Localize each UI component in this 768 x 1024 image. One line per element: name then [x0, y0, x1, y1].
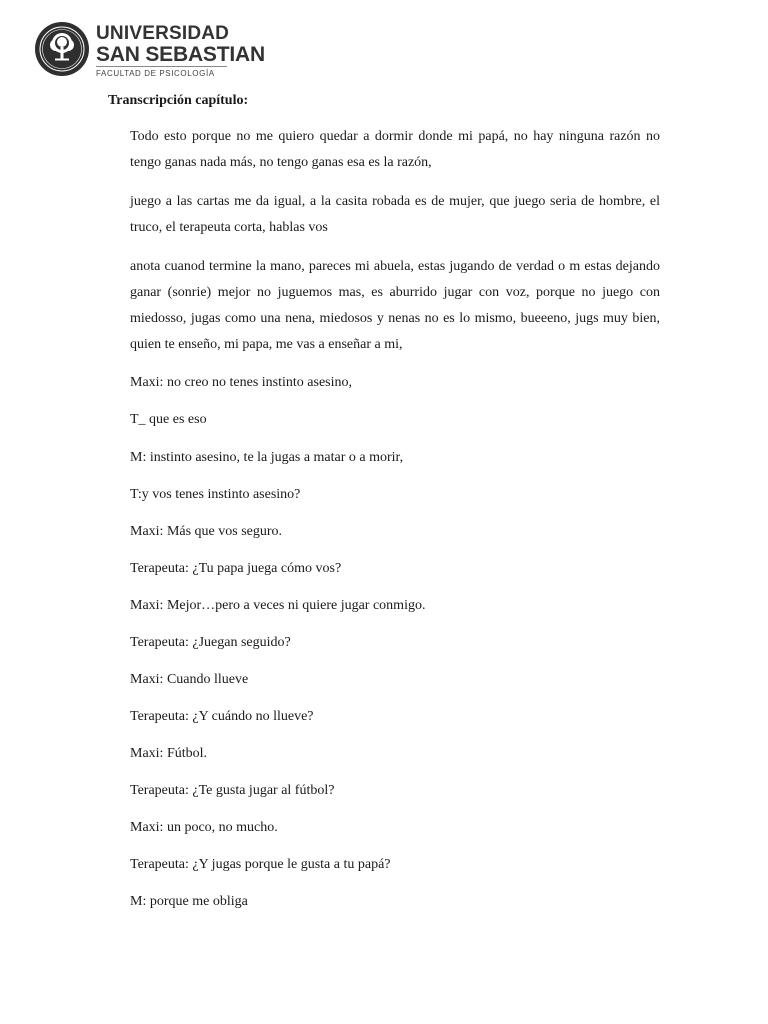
dialogue-line-12: Terapeuta: ¿Te gusta jugar al fútbol? [130, 783, 335, 798]
document-heading: Transcripción capítulo: [108, 93, 249, 108]
university-name [96, 24, 265, 65]
dialogue-line-13: Maxi: un poco, no mucho. [130, 820, 278, 835]
dialogue-line-11: Maxi: Fútbol. [130, 746, 208, 761]
faculty-name: FACULTAD DE PSICOLOGÍA [96, 69, 215, 78]
paragraph-1: Todo esto porque no me quiero quedar a dormir donde mi papá, no hay ninguna razón no tengo ganas nada más, no tengo ganas esa es la razón, [130, 129, 660, 170]
paragraph-2: juego a las cartas me da igual, a la casita robada es de mujer, que juego seria de hombre, el truco, el terapeuta corta, hablas vos [130, 194, 660, 235]
university-header [34, 21, 294, 81]
dialogue-line-9: Maxi: Cuando llueve [130, 672, 249, 687]
dialogue-line-2: T_ que es eso [130, 412, 207, 427]
dialogue-line-10: Terapeuta: ¿Y cuándo no llueve? [130, 709, 314, 724]
dialogue-line-14: Terapeuta: ¿Y jugas porque le gusta a tu papá? [130, 857, 391, 872]
dialogue-line-4: T:y vos tenes instinto asesino? [130, 487, 301, 502]
dialogue-line-3: M: instinto asesino, te la jugas a matar o a morir, [130, 450, 404, 465]
dialogue-line-15: M: porque me obliga [130, 894, 248, 909]
dialogue-line-8: Terapeuta: ¿Juegan seguido? [130, 635, 291, 650]
dialogue-line-6: Terapeuta: ¿Tu papa juega cómo vos? [130, 561, 342, 576]
university-seal-icon [34, 21, 90, 77]
university-name-line1: UNIVERSIDAD [96, 23, 230, 44]
header-divider [96, 66, 227, 67]
dialogue-line-5: Maxi: Más que vos seguro. [130, 524, 283, 539]
paragraph-3: anota cuanod termine la mano, pareces mi abuela, estas jugando de verdad o m estas dejando ganar (sonrie) mejor no juguemos mas, es aburrido jugar con voz, porque no juego con miedosso, jugas como una nena, miedosos y nenas no es lo mismo, bueeeno, jugs muy bien, quien te enseño, mi papa, me vas a enseñar a mi, [130, 259, 660, 352]
dialogue-line-1: Maxi: no creo no tenes instinto asesino, [130, 375, 353, 390]
dialogue-line-7: Maxi: Mejor…pero a veces ni quiere jugar conmigo. [130, 598, 426, 613]
university-name-line2: SAN SEBASTIAN [96, 43, 265, 66]
